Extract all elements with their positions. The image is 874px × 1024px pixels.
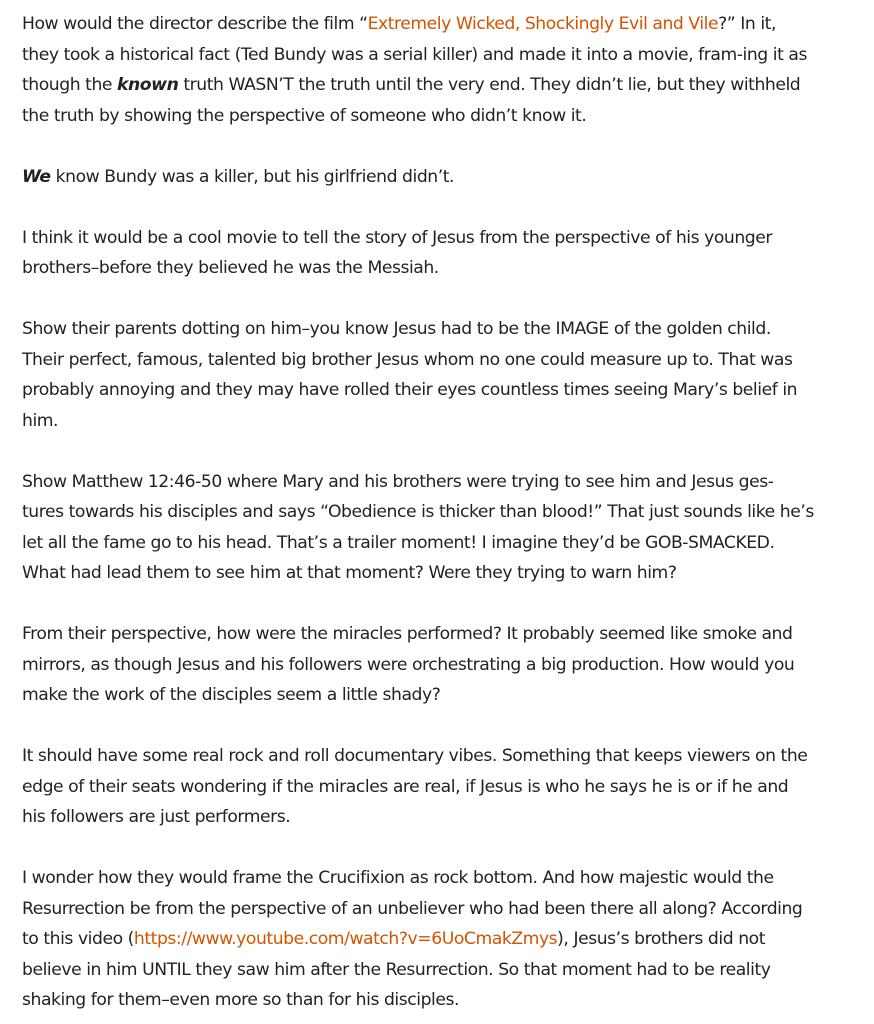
paragraph-4: Show their parents dotting on him–you know Jesus had to be the IMAGE of the golden child. Their perfect, famous, talented big brother Jesus whom no one could measure up to. That was probably annoying and they may have rolled their eyes countless times seeing Mary’s belief in him. (22, 319, 798, 431)
paragraph-7: It should have some real rock and roll documentary vibes. Something that keeps viewers on the edge of their seats wondering if the miracles are real, if Jesus is who he says he is or if he and his followers are just performers. (22, 746, 808, 827)
paragraph-6: From their perspective, how were the miracles performed? It probably seemed like smoke and mirrors, as though Jesus and his followers were orchestrating a big production. How would you make the work of the disciples seem a little shady? (22, 624, 795, 705)
paragraph-8-text-end: ), Jesus’s brothers did not believe in him UNTIL they saw him after the Resurrection. So that moment had to be reality shaking for them–even more so than for his disciples. (22, 929, 771, 1010)
paragraph-1-text-start: How would the director describe the film “ (22, 14, 368, 34)
film-title-link[interactable]: Extremely Wicked, Shockingly Evil and Vile (367, 14, 719, 34)
paragraph-1 (22, 9, 814, 131)
paragraph-8-text-start: I wonder how they would frame the Crucifixion as rock bottom. And how majestic would the Resurrection be from the perspective of an unbeliever who had been there all along? According to this video ( (22, 868, 803, 949)
paragraph-2-text: know Bundy was a killer, but his girlfriend didn’t. (50, 166, 455, 187)
emphasis-we: We (22, 166, 51, 187)
youtube-video-link[interactable]: https://www.youtube.com/watch?v=6UoCmakZmys (133, 929, 558, 949)
paragraph-3: I think it would be a cool movie to tell the story of Jesus from the perspective of his younger brothers–before they believed he was the Messiah. (22, 227, 772, 278)
paragraph-1-text-end: truth WASN’T the truth until the very end. They didn’t lie, but they withheld the truth by showing the perspective of someone who didn’t know it. (22, 75, 801, 126)
paragraph-1-text-middle: ?” In it, they took a historical fact (Ted Bundy was a serial killer) and made it into a movie, fram-ing it as though the (22, 14, 807, 95)
emphasis-known: known (117, 75, 179, 95)
paragraph-5: Show Matthew 12:46-50 where Mary and his brothers were trying to see him and Jesus ges-tures towards his disciples and says “Obedience is thicker than blood!” That just sounds like he’s let all the fame go to his head. That’s a trailer moment! I imagine they’d be GOB-SMACKED. What had lead them to see him at that moment? Were they trying to warn him? (22, 471, 814, 583)
paragraph-8 (22, 863, 814, 1016)
paragraph-2 (22, 162, 814, 193)
